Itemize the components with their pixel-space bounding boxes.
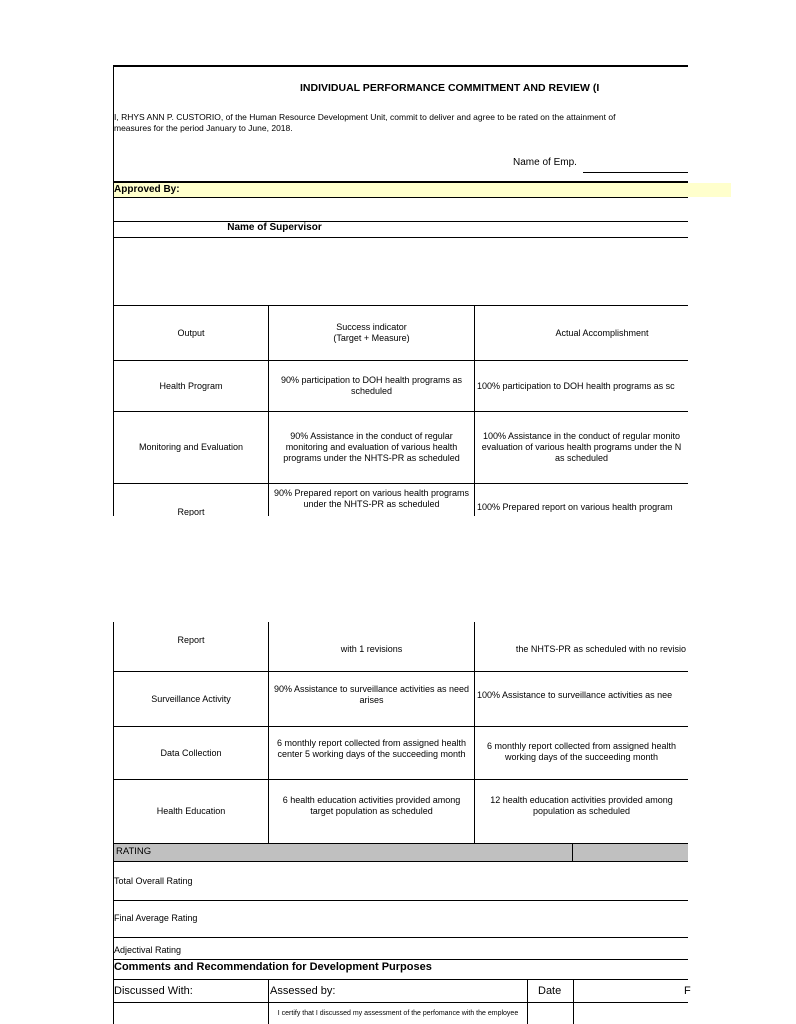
row-output: Monitoring and Evaluation	[138, 442, 244, 452]
row-actual-text: 100% Assistance in the conduct of regular monito evaluation of various health programs under the N as scheduled	[481, 431, 682, 463]
frame-left-border-rating	[113, 844, 114, 1024]
rating-header-bottom	[113, 861, 688, 862]
row-indicator: 90% Prepared report on various health programs under the NHTS-PR as scheduled	[273, 488, 470, 509]
row-output: Report	[177, 506, 205, 517]
rating-divider	[113, 959, 688, 960]
row-output: Health Education	[156, 806, 226, 816]
comments-title: Comments and Recommendation for Development Purposes	[114, 961, 432, 973]
row-actual: 100% participation to DOH health programs as sc	[477, 380, 675, 391]
rating-divider	[113, 937, 688, 938]
final-average-rating-label: Final Average Rating	[114, 913, 198, 923]
adjectival-rating-label: Adjectival Rating	[114, 945, 182, 955]
header-success-indicator	[269, 306, 474, 360]
row-actual: 100% Assistance to surveillance activities as nee	[477, 689, 673, 700]
row-actual-text: 6 monthly report collected from assigned health working days of the succeeding month	[486, 741, 677, 762]
frame-top-border	[113, 65, 688, 67]
row-indicator: 90% Assistance to surveillance activities as need arises	[273, 684, 470, 705]
total-overall-rating-label: Total Overall Rating	[114, 876, 193, 886]
rating-header-divider	[572, 844, 573, 861]
row-indicator: 6 health education activities provided among target population as scheduled	[282, 795, 461, 816]
commitment-line-2: measures for the period January to June, 2018.	[114, 123, 293, 133]
date-label: Date	[538, 985, 562, 997]
rating-header-row	[114, 844, 688, 861]
row-indicator: 90% participation to DOH health programs as scheduled	[280, 375, 463, 396]
row-actual	[475, 412, 688, 483]
row-divider	[113, 483, 688, 484]
row-output: Data Collection	[160, 747, 222, 758]
page-break-gap	[0, 516, 768, 622]
row-actual-text: 12 health education activities provided among population as scheduled	[490, 795, 673, 816]
header-actual-accomplishment: Actual Accomplishment	[555, 327, 649, 338]
discussed-with-label: Discussed With:	[114, 985, 193, 997]
f-label: F	[684, 985, 691, 997]
row-actual	[475, 780, 688, 832]
rating-header-label: RATING	[116, 846, 152, 857]
row-indicator: 90% Assistance in the conduct of regular monitoring and evaluation of various health programs under the NHTS-PR as scheduled	[283, 431, 460, 463]
supervisor-bottom-border	[113, 237, 688, 238]
approved-by-row	[114, 183, 731, 197]
name-of-supervisor-text: Name of Supervisor	[227, 222, 322, 233]
row-actual	[475, 727, 688, 777]
approved-by-label: Approved By:	[114, 184, 180, 195]
certify-statement: I certify that I discussed my assessment of the perfomance with the employee	[277, 1010, 519, 1017]
header-success-indicator-line2: (Target + Measure)	[333, 333, 410, 343]
row-actual: 100% Prepared report on various health program	[477, 501, 673, 512]
comments-divider	[113, 979, 688, 980]
commitment-line-1: I, RHYS ANN P. CUSTORIO, of the Human Resource Development Unit, commit to deliver and agree to be rated on the attainment of	[114, 112, 616, 122]
row-indicator: 6 monthly report collected from assigned health center 5 working days of the succeeding month	[276, 738, 467, 759]
commitment-statement	[114, 112, 689, 134]
name-of-emp-label: Name of Emp.	[513, 157, 577, 168]
name-of-emp-line	[583, 172, 688, 173]
row-actual: the NHTS-PR as scheduled with no revisio	[515, 643, 686, 654]
name-of-supervisor-label	[113, 222, 796, 233]
row-output-cut: Report	[177, 635, 205, 645]
header-output: Output	[177, 327, 205, 338]
row-indicator: with 1 revisions	[340, 643, 403, 654]
assessed-by-label: Assessed by:	[270, 985, 336, 997]
row-output: Surveillance Activity	[151, 693, 231, 704]
rating-divider	[113, 900, 688, 901]
header-success-indicator-line1: Success indicator	[336, 322, 407, 332]
row-output: Health Program	[159, 380, 223, 391]
form-title: INDIVIDUAL PERFORMANCE COMMITMENT AND REVIEW (I	[300, 82, 600, 94]
approved-bottom-border	[113, 197, 688, 198]
